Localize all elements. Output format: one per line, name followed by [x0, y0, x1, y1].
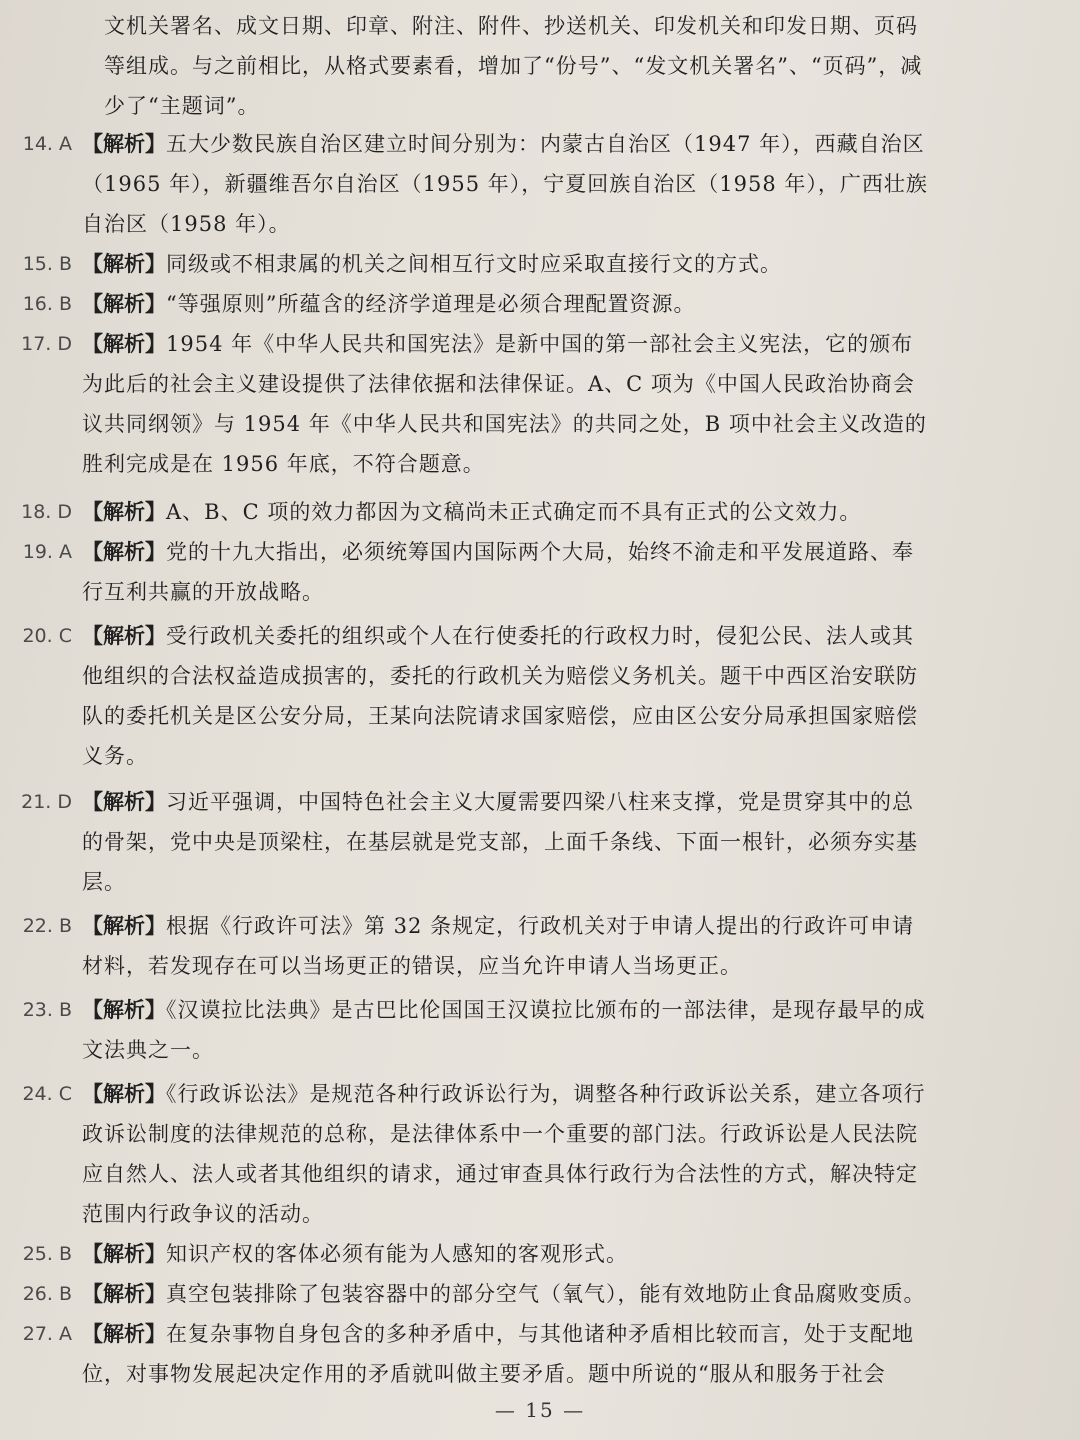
- explanation-text: “等强原则”所蕴含的经济学道理是必须合理配置资源。: [166, 292, 696, 316]
- explanation-text: 根据《行政许可法》第 32 条规定，行政机关对于申请人提出的行政许可申请材料，若发现存在可以当场更正的错误，应当允许申请人当场更正。: [82, 914, 915, 978]
- analysis-tag: 【解析】: [82, 252, 166, 276]
- explanation-text: 知识产权的客体必须有能为人感知的客观形式。: [166, 1242, 628, 1266]
- analysis-tag: 【解析】: [82, 500, 166, 524]
- analysis-tag: 【解析】: [82, 292, 166, 316]
- answer-number: 23. B: [22, 999, 72, 1021]
- answer-number: 26. B: [22, 1283, 72, 1305]
- explanation-text: 党的十九大指出，必须统筹国内国际两个大局，始终不渝走和平发展道路、奉行互利共赢的开放战略。: [82, 540, 914, 604]
- answer-explanation: [82, 324, 930, 484]
- explanation-text: 《汉谟拉比法典》是古巴比伦国国王汉谟拉比颁布的一部法律，是现存最早的成文法典之一。: [82, 998, 926, 1062]
- answer-number: 20. C: [22, 625, 72, 647]
- explanation-text: 真空包装排除了包装容器中的部分空气（氧气），能有效地防止食品腐败变质。: [166, 1282, 926, 1306]
- answer-explanation: [82, 244, 930, 284]
- answer-number: 15. B: [22, 253, 72, 275]
- answer-number: 25. B: [22, 1243, 72, 1265]
- answer-number: 14. A: [22, 133, 72, 155]
- answer-explanation: [82, 124, 930, 244]
- answer-number: 27. A: [22, 1323, 72, 1345]
- analysis-tag: 【解析】: [82, 1282, 166, 1306]
- answer-explanation: [82, 1274, 930, 1314]
- answer-explanation: [82, 782, 930, 902]
- answer-explanation: [82, 1314, 930, 1394]
- answer-number: 16. B: [22, 293, 72, 315]
- answer-number: 18. D: [21, 501, 72, 523]
- explanation-text: 《行政诉讼法》是规范各种行政诉讼行为，调整各种行政诉讼关系，建立各项行政诉讼制度的法律规范的总称，是法律体系中一个重要的部门法。行政诉讼是人民法院应自然人、法人或者其他组织的请求，通过审查具体行政行为合法性的方式，解决特定范围内行政争议的活动。: [82, 1082, 926, 1226]
- answer-explanation: [82, 616, 930, 776]
- answer-number: 22. B: [22, 915, 72, 937]
- answer-explanation: [82, 906, 930, 986]
- answer-explanation: [82, 492, 930, 532]
- analysis-tag: 【解析】: [82, 914, 166, 938]
- explanation-text: 习近平强调，中国特色社会主义大厦需要四梁八柱来支撑，党是贯穿其中的总的骨架，党中央是顶梁柱，在基层就是党支部，上面千条线、下面一根针，必须夯实基层。: [82, 790, 918, 894]
- answer-explanation: [82, 532, 930, 612]
- answer-number: 19. A: [22, 541, 72, 563]
- analysis-tag: 【解析】: [82, 1322, 166, 1346]
- answer-explanation: [82, 990, 930, 1070]
- analysis-tag: 【解析】: [82, 1082, 166, 1106]
- analysis-tag: 【解析】: [82, 1242, 166, 1266]
- analysis-tag: 【解析】: [82, 998, 166, 1022]
- answer-explanation: [82, 1234, 930, 1274]
- analysis-tag: 【解析】: [82, 624, 166, 648]
- analysis-tag: 【解析】: [82, 132, 166, 156]
- explanation-text: 受行政机关委托的组织或个人在行使委托的行政权力时，侵犯公民、法人或其他组织的合法权益造成损害的，委托的行政机关为赔偿义务机关。题干中西区治安联防队的委托机关是区公安分局，王某向法院请求国家赔偿，应由区公安分局承担国家赔偿义务。: [82, 624, 918, 768]
- page-number: — 15 —: [494, 1398, 586, 1422]
- explanation-text: 1954 年《中华人民共和国宪法》是新中国的第一部社会主义宪法，它的颁布为此后的社会主义建设提供了法律依据和法律保证。A、C 项为《中国人民政治协商会议共同纲领》与 1954 年《中华人民共和国宪法》的共同之处，B 项中社会主义改造的胜利完成是在 1956 年底，不符合题意。: [82, 332, 927, 476]
- explanation-text: 同级或不相隶属的机关之间相互行文时应采取直接行文的方式。: [166, 252, 782, 276]
- analysis-tag: 【解析】: [82, 540, 166, 564]
- answer-number: 17. D: [21, 333, 72, 355]
- explanation-text: 五大少数民族自治区建立时间分别为：内蒙古自治区（1947 年），西藏自治区（1965 年），新疆维吾尔自治区（1955 年），宁夏回族自治区（1958 年），广西壮族自治区（1958 年）。: [82, 132, 928, 236]
- explanation-text: 在复杂事物自身包含的多种矛盾中，与其他诸种矛盾相比较而言，处于支配地位，对事物发展起决定作用的矛盾就叫做主要矛盾。题中所说的“服从和服务于社会: [82, 1322, 914, 1386]
- analysis-tag: 【解析】: [82, 790, 166, 814]
- explanation-text: A、B、C 项的效力都因为文稿尚未正式确定而不具有正式的公文效力。: [166, 500, 862, 524]
- answer-explanation: [82, 284, 930, 324]
- answer-number: 24. C: [22, 1083, 72, 1105]
- answer-number: 21. D: [21, 791, 72, 813]
- continuation-text: 文机关署名、成文日期、印章、附注、附件、抄送机关、印发机关和印发日期、页码等组成。与之前相比，从格式要素看，增加了“份号”、“发文机关署名”、“页码”，减少了“主题词”。: [104, 14, 923, 118]
- analysis-tag: 【解析】: [82, 332, 166, 356]
- answer-explanation: [82, 1074, 930, 1234]
